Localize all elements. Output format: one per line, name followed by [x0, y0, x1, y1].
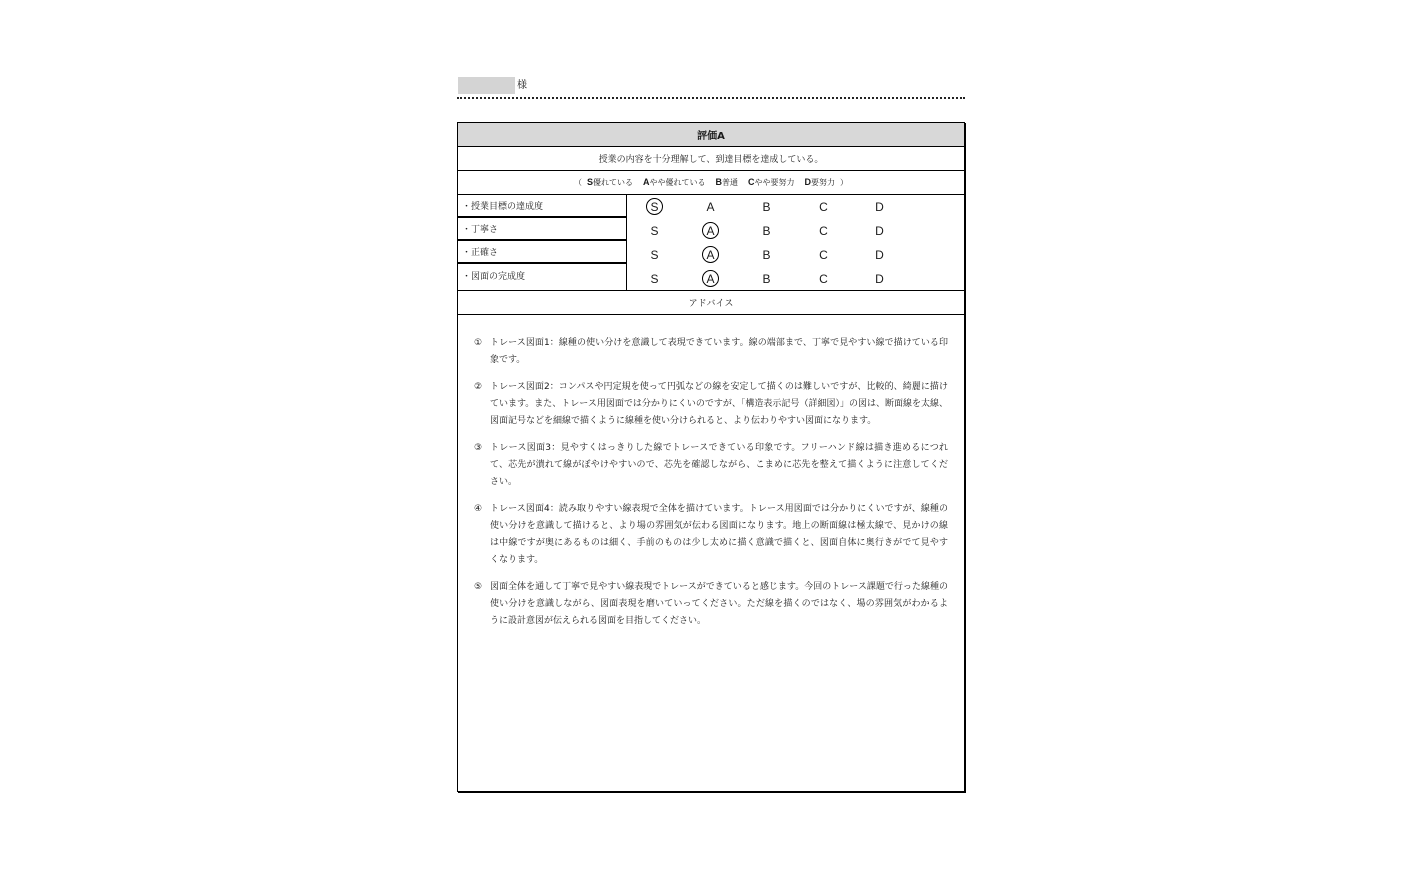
grade-option[interactable]: B — [762, 271, 771, 286]
grade-row — [627, 219, 964, 243]
criterion-label: ・丁寧さ — [458, 218, 626, 241]
grade-option-selected[interactable]: A — [702, 246, 719, 263]
advice-title: アドバイス — [458, 291, 964, 315]
grade-legend — [458, 171, 964, 195]
grade-option[interactable]: D — [875, 247, 884, 262]
grade-option[interactable]: B — [762, 199, 771, 214]
grade-row — [627, 243, 964, 267]
advice-text: トレース図面2：コンパスや円定規を使って円弧などの線を安定して描くのは難しいですが、比較的、綺麗に描けています。また、トレース用図面では分かりにくいのですが、「構造表示記号（詳細図）」の図は、断面線を太線、図面記号などを細線で描くように線種を使い分けられると、より伝わりやすい図面になります。 — [490, 382, 948, 426]
evaluation-title: 評価A — [458, 123, 964, 147]
advice-item — [474, 501, 948, 569]
advice-number: ① — [474, 338, 483, 348]
recipient-name-field[interactable] — [458, 77, 515, 94]
criterion-label: ・図面の完成度 — [462, 272, 526, 282]
criterion-label: ・授業目標の達成度 — [458, 195, 626, 218]
advice-item — [474, 440, 948, 491]
grade-option[interactable]: D — [875, 271, 884, 286]
advice-text: トレース図面4：読み取りやすい線表現で全体を描けています。トレース用図面では分かりにくいですが、線種の使い分けを意識して描けると、より場の雰囲気が伝わる図面になります。地上の断面線は極太線で、見かけの線は中線ですが奥にあるものは細く、手前のものは少し太めに描く意識で描くと、図面自体に奥行きがでて見やすくなります。 — [490, 504, 948, 565]
grade-option-selected[interactable]: A — [702, 222, 719, 239]
legend-open: （ — [573, 178, 582, 187]
criteria-grid — [458, 195, 964, 291]
advice-number: ④ — [474, 504, 483, 514]
grade-options — [627, 195, 964, 290]
evaluation-description: 授業の内容を十分理解して、到達目標を達成している。 — [458, 147, 964, 171]
dotted-divider — [457, 97, 965, 99]
advice-item — [474, 379, 948, 430]
criterion-label: ・正確さ — [458, 241, 626, 264]
advice-text: トレース図面1：線種の使い分けを意識して表現できています。線の端部まで、丁寧で見やすい線で描けている印象です。 — [490, 338, 948, 365]
advice-text: 図面全体を通して丁寧で見やすい線表現でトレースができていると感じます。今回のトレース課題で行った線種の使い分けを意識しながら、図面表現を磨いていってください。ただ線を描くのではなく、場の雰囲気がわかるように設計意図が伝えられる図面を目指してください。 — [490, 582, 948, 626]
grade-option[interactable]: D — [875, 223, 884, 238]
grade-option[interactable]: B — [762, 223, 771, 238]
grade-option[interactable]: C — [819, 247, 828, 262]
grade-option-selected[interactable]: S — [646, 198, 663, 215]
legend-item: Cやや要努力 — [748, 177, 795, 187]
advice-item — [474, 335, 948, 369]
evaluation-table — [457, 122, 965, 792]
legend-item: S優れている — [586, 177, 633, 187]
advice-item — [474, 579, 948, 630]
legend-close: ） — [840, 178, 848, 187]
advice-number: ③ — [474, 443, 483, 453]
legend-item: B普通 — [715, 177, 738, 187]
grade-row — [627, 195, 964, 219]
honorific: 様 — [517, 80, 527, 91]
grade-option-selected[interactable]: A — [702, 270, 719, 287]
legend-item: D要努力 — [804, 177, 835, 187]
grade-option[interactable]: A — [706, 199, 715, 214]
advice-list — [474, 335, 948, 640]
grade-option[interactable]: S — [650, 247, 659, 262]
grade-row — [627, 267, 964, 291]
advice-text: トレース図面3：見やすくはっきりした線でトレースできている印象です。フリーハンド線は描き進めるにつれて、芯先が潰れて線がぼやけやすいので、芯先を確認しながら、こまめに芯先を整えて描くように注意してください。 — [490, 443, 948, 487]
grade-option[interactable]: C — [819, 271, 828, 286]
advice-number: ⑤ — [474, 582, 483, 592]
grade-option[interactable]: S — [650, 223, 659, 238]
legend-item: Aやや優れている — [643, 177, 706, 187]
grade-option[interactable]: C — [819, 223, 828, 238]
grade-option[interactable]: S — [650, 271, 659, 286]
grade-option[interactable]: B — [762, 247, 771, 262]
recipient-row — [458, 77, 527, 94]
advice-number: ② — [474, 382, 483, 392]
grade-option[interactable]: D — [875, 199, 884, 214]
criteria-labels — [458, 195, 627, 290]
grade-option[interactable]: C — [819, 199, 828, 214]
